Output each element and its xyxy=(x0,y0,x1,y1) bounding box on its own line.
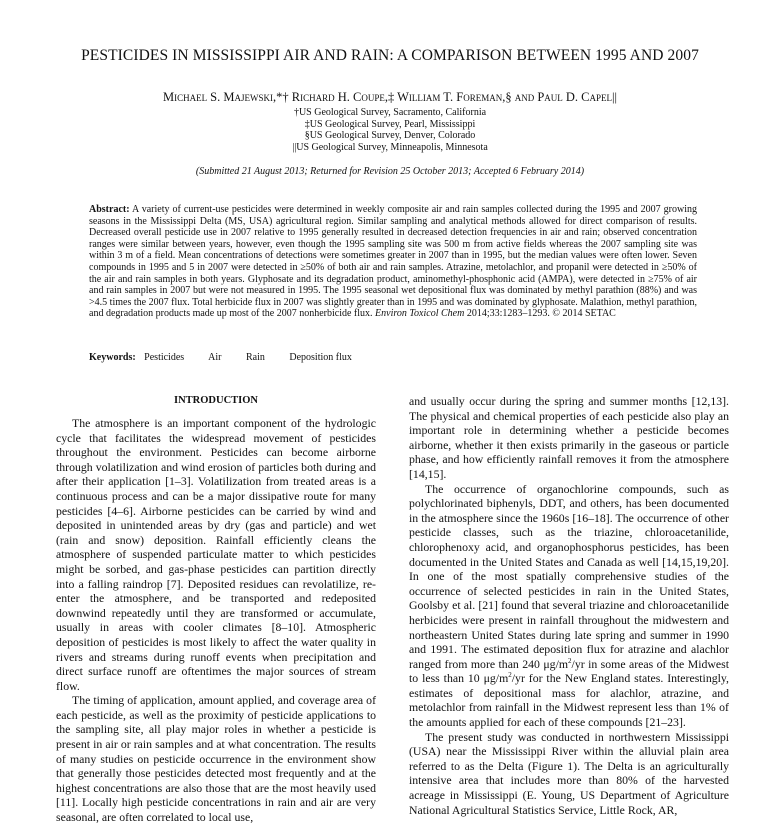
body-text: The occurrence of organochlorine compounds, such as polychlorinated biphenyls, DDT, and others, has been documented in the atmosphere since the 1960s [16–18]. The occurrence of other pesticide classes, such as the triazine, chloroacetanilide, chlorophenoxy acid, and organophosphorus pesticides, has been documented in the United States and Canada as well [14,15,19,20]. In one of the most spatially comprehensive studies of the occurrence of selected pesticides in rain in the United States, Goolsby et al. [21] found that several triazine and chloroacetanilide herbicides were present in rainfall throughout the midwestern and northeastern United States during late spring and summer in 1990 and 1991. The estimated deposition flux for atrazine and alachlor ranged from more than 240 μg/m xyxy=(409,481,729,671)
keyword: Pesticides xyxy=(144,352,185,363)
submission-dates: (Submitted 21 August 2013; Returned for Revision 25 October 2013; Accepted 6 February 2014) xyxy=(195,166,585,177)
affiliation-line: §US Geological Survey, Denver, Colorado xyxy=(304,130,476,142)
keyword: Deposition flux xyxy=(289,352,352,363)
author-list: Michael S. Majewski,*† Richard H. Coupe,‡ William T. Foreman,§ and Paul D. Capel|| xyxy=(162,90,618,104)
keywords xyxy=(89,352,374,363)
superscript: 2 xyxy=(508,671,512,680)
body-text: /yr in some areas of the Midwest to less than 10 μg/m xyxy=(409,656,729,686)
paper-title: PESTICIDES IN MISSISSIPPI AIR AND RAIN: A COMPARISON BETWEEN 1995 AND 2007 xyxy=(81,47,699,64)
body-paragraph: The timing of application, amount applied, and coverage area of each pesticide, as well as the proximity of pesticide applications to the sampling site, all play major roles in whether a pesticide is present in air or rain samples and at what concentration. The results of many studies on pesticide occurrence in the environment show that generally those pesticides detected most frequently and at the highest concentrations are also those that are the most heavily used [11]. Locally high pesticide concentrations in rain and air are very seasonal, are often correlated to local use, xyxy=(56,693,376,825)
journal-name: Environ Toxicol Chem xyxy=(375,308,465,320)
body-paragraph: The present study was conducted in northwestern Mississippi (USA) near the Mississippi River within the alluvial plain area referred to as the Delta (Figure 1). The Delta is an agriculturally intensive area that includes more than 80% of the harvested acreage in Mississippi (E. Young, US Department of Agriculture National Agricultural Statistics Service, Little Rock, AR, xyxy=(409,729,729,817)
body-text: /yr for the New England states. Interestingly, estimates of depositional mass for alachlor, atrazine, and metolachlor from rainfall in the Midwest represent less than 1% of the amounts applied for each of these compounds [21–23]. xyxy=(409,671,729,730)
affiliation-line: ||US Geological Survey, Minneapolis, Minnesota xyxy=(292,141,488,153)
keyword: Air xyxy=(208,352,222,363)
affiliation-line: †US Geological Survey, Sacramento, California xyxy=(293,107,487,118)
body-paragraph: and usually occur during the spring and summer months [12,13]. The physical and chemical properties of each pesticide also play an important role in determining whether a pesticide becomes airborne, whether it then exists primarily in the gaseous or particle phase, and how efficiently rainfall removes it from the atmosphere [14,15]. xyxy=(409,394,729,481)
section-heading: INTRODUCTION xyxy=(173,395,258,406)
right-column xyxy=(409,394,729,817)
affiliations xyxy=(40,107,740,153)
abstract-label: Abstract: xyxy=(89,204,130,215)
body-paragraph xyxy=(409,482,729,730)
body-paragraph: The atmosphere is an important component of the hydrologic cycle that facilitates the widespread movement of pesticides throughout the environment. Pesticides can become airborne through volatilization and wind erosion of particles both during and after their application [1–3]. Volatilization from treated areas is a continuous process and can be a major dissipative route for many pesticides [4–6]. Airborne pesticides can be carried by wind and deposited in unintended areas by dry (gas and particle) and wet (rain and snow) deposition. Rainfall efficiently cleans the atmosphere of suspended particulate matter to which pesticides might be sorbed, and gas-phase pesticides can partition directly into a falling raindrop [7]. Deposited residues can revolatilize, re-enter the atmosphere, and be transported and redeposited downwind repeatedly until they are transformed or accumulate, usually in areas with cooler climates [8–10]. Atmospheric deposition of pesticides is most likely to affect the water quality in rivers and streams during runoff events when precipitation and direct surface runoff are oftentimes the major sources of stream flow. xyxy=(56,416,376,693)
abstract-text: A variety of current-use pesticides were determined in weekly composite air and rain samples collected during the 1995 and 2007 growing seasons in the Mississippi Delta (MS, USA) agricultural region. Similar sampling and analytical methods allowed for direct comparison of results. Decreased overall pesticide use in 2007 relative to 1995 generally resulted in decreased detection frequencies in air and rain; observed concentration ranges were similar between years, however, even though the 1995 sampling site was 500 m from active fields whereas the 2007 sampling site was within 3 m of a field. Mean concentrations of detections were sometimes greater in 2007 than in 1995, but the median values were often lower. Seven compounds in 1995 and 5 in 2007 were detected in ≥50% of both air and rain samples. Atrazine, metolachlor, and propanil were detected in ≥50% of the air and rain samples in both years. Glyphosate and its degradation product, aminomethyl-phosphonic acid (AMPA), were detected in ≥75% of air and rain samples in 2007 but were not measured in 1995. The 1995 seasonal wet depositional flux was dominated by methyl parathion (88%) and was >4.5 times the 2007 flux. Total herbicide flux in 2007 was slightly greater than in 1995 and was dominated by glyphosate. Malathion, methyl parathion, and degradation products made up most of the 2007 nonherbicide flux. xyxy=(89,204,697,320)
abstract xyxy=(89,204,697,320)
left-column xyxy=(56,394,376,825)
citation-info: 2014;33:1283–1293. © 2014 SETAC xyxy=(466,308,616,320)
superscript: 2 xyxy=(568,656,572,665)
affiliation-line: ‡US Geological Survey, Pearl, Mississippi xyxy=(304,118,476,130)
keywords-label: Keywords: xyxy=(89,352,136,363)
keyword: Rain xyxy=(245,352,265,363)
